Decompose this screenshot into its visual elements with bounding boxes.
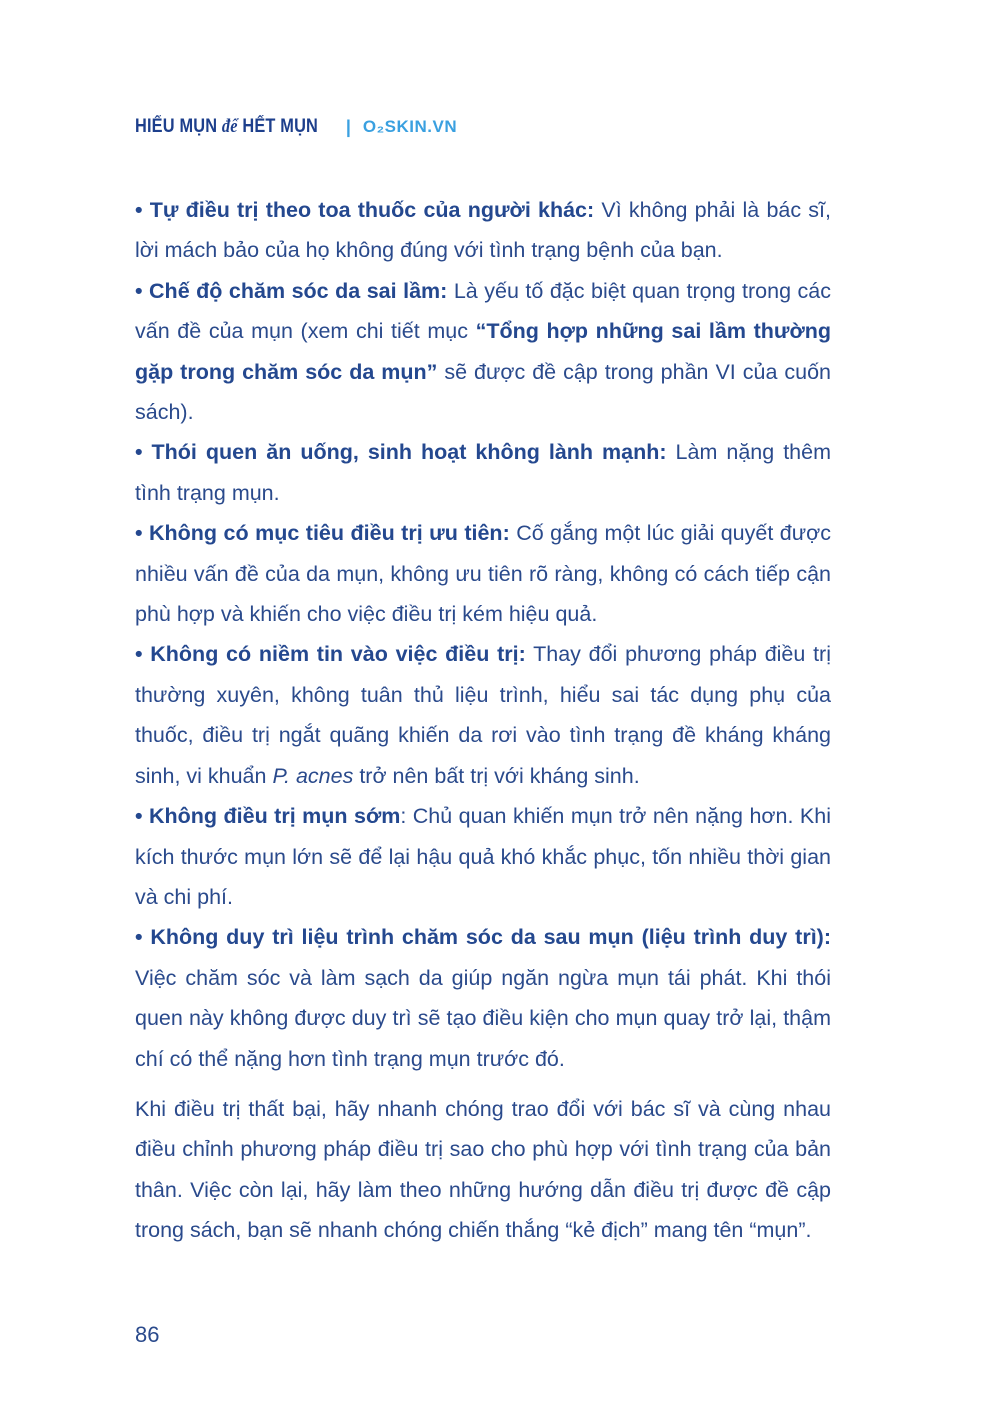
bullet-text: : Chủ quan khiến mụn trở nên nặng hơn. Khi kích thước mụn lớn sẽ để lại hậu quả khó khắc phục, tốn nhiều thời gian và chi phí. xyxy=(135,804,831,909)
bullet-item xyxy=(135,432,831,513)
bullet-heading: • Không duy trì liệu trình chăm sóc da sau mụn (liệu trình duy trì): xyxy=(135,925,831,950)
bullet-heading: • Thói quen ăn uống, sinh hoạt không lành mạnh: xyxy=(135,440,667,465)
bullet-heading: • Chế độ chăm sóc da sai lầm: xyxy=(135,278,448,303)
bullet-heading: • Không có niềm tin vào việc điều trị: xyxy=(135,642,526,667)
book-title-part2: HẾT MỤN xyxy=(242,116,319,137)
bullet-item xyxy=(135,634,831,796)
book-title xyxy=(135,116,318,138)
bullet-item xyxy=(135,190,831,271)
bullet-item xyxy=(135,917,831,1079)
bullet-item xyxy=(135,271,831,433)
bacteria-name: P. acnes xyxy=(272,763,354,788)
bullet-text: Vì không phải là bác sĩ, lời mách bảo của họ không đúng với tình trạng bệnh của bạn. xyxy=(135,198,831,263)
bullet-text: Làm nặng thêm tình trạng mụn. xyxy=(135,440,831,505)
bullet-heading: • Không điều trị mụn sớm xyxy=(135,804,401,829)
bullet-heading: • Tự điều trị theo toa thuốc của người khác: xyxy=(135,198,595,222)
bullet-item xyxy=(135,513,831,634)
bullet-reference: “Tổng hợp những sai lầm thường gặp trong chăm sóc da mụn” xyxy=(135,319,831,384)
bullet-text: trở nên bất trị với kháng sinh. xyxy=(353,763,640,788)
book-title-de: để xyxy=(221,116,238,137)
header-site: O₂SKIN.VN xyxy=(362,117,458,136)
page-body xyxy=(135,190,831,1251)
bullet-item xyxy=(135,796,831,917)
bullet-text: Việc chăm sóc và làm sạch da giúp ngăn ngừa mụn tái phát. Khi thói quen này không được duy trì sẽ tạo điều kiện cho mụn quay trở lại, thậm chí có thể nặng hơn tình trạng mụn trước đó. xyxy=(135,965,831,1071)
bullet-heading: • Không có mục tiêu điều trị ưu tiên: xyxy=(135,521,510,546)
bullet-text: Thay đổi phương pháp điều trị thường xuyên, không tuân thủ liệu trình, hiểu sai tác dụng phụ của thuốc, điều trị ngắt quãng khiến da rơi vào tình trạng đề kháng kháng sinh, vi khuẩn xyxy=(135,642,831,788)
closing-paragraph: Khi điều trị thất bại, hãy nhanh chóng trao đổi với bác sĩ và cùng nhau điều chỉnh phương pháp điều trị sao cho phù hợp với tình trạng của bản thân. Việc còn lại, hãy làm theo những hướng dẫn điều trị được đề cập trong sách, bạn sẽ nhanh chóng chiến thắng “kẻ địch” mang tên “mụn”. xyxy=(135,1096,831,1243)
bullet-text: Cố gắng một lúc giải quyết được nhiều vấn đề của da mụn, không ưu tiên rõ ràng, không có cách tiếp cận phù hợp và khiến cho việc điều trị kém hiệu quả. xyxy=(135,521,831,627)
book-title-part1: HIỂU MỤN xyxy=(135,116,218,137)
page-number: 86 xyxy=(135,1322,160,1347)
bullet-text: sẽ được đề cập trong phần VI của cuốn sách). xyxy=(135,359,831,425)
header-separator: | xyxy=(345,116,351,137)
bullet-text: Là yếu tố đặc biệt quan trọng trong các vấn đề của mụn (xem chi tiết mục xyxy=(135,278,831,344)
running-header xyxy=(135,116,457,138)
